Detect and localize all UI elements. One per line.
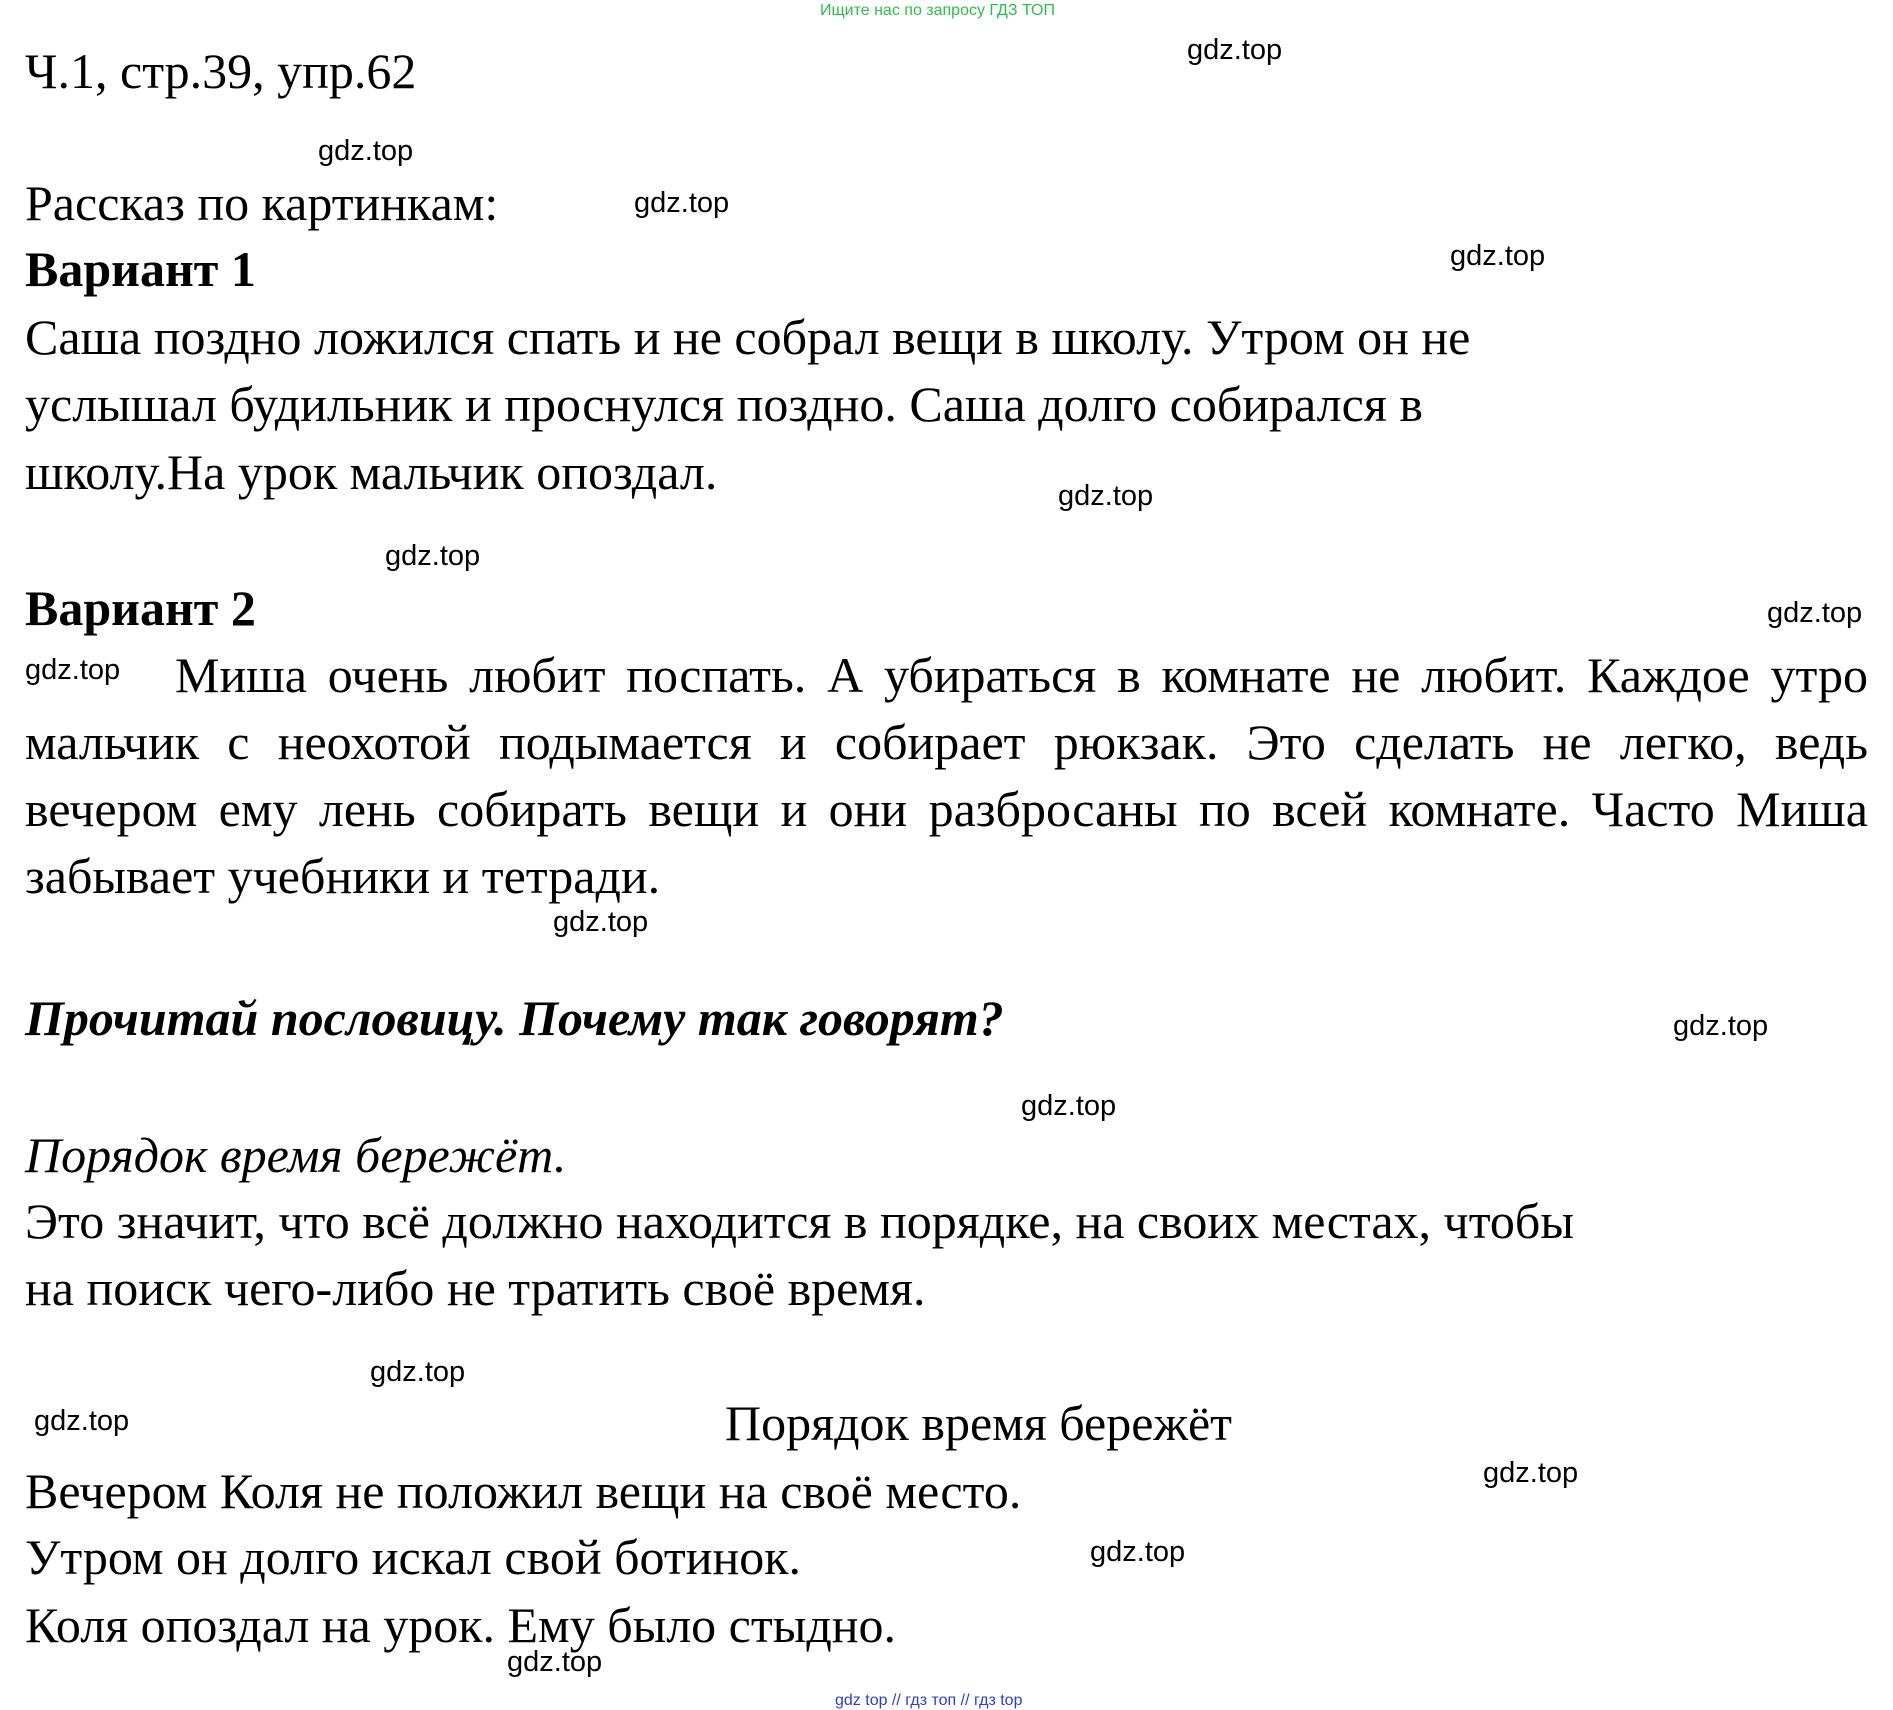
watermark: gdz.top — [1058, 480, 1154, 512]
proverb-explanation-line-1: Это значит, что всё должно находится в порядке, на своих местах, чтобы — [25, 1193, 1574, 1249]
story-intro: Рассказ по картинкам: — [25, 175, 499, 231]
watermark: gdz.top — [1187, 34, 1283, 66]
variant2-text: Миша очень любит поспать. А убираться в комнате не любит. Каждое утро мальчик с неохотой подымается и собирает рюкзак. Это сделать не легко, ведь вечером ему лень собирать вещи и они разбросаны по всей комнате. Часто Миша забывает учебники и тетради. — [25, 647, 1868, 904]
story-line-2: Утром он долго искал свой ботинок. — [25, 1529, 802, 1585]
watermark: gdz.top — [25, 654, 121, 686]
page-title: Ч.1, стр.39, упр.62 — [25, 43, 417, 99]
variant2-heading: Вариант 2 — [25, 580, 256, 636]
watermark: gdz.top — [553, 906, 649, 938]
watermark: gdz.top — [1673, 1010, 1769, 1042]
watermark: gdz.top — [1483, 1457, 1579, 1489]
watermark: gdz.top — [370, 1356, 466, 1388]
variant2-paragraph — [25, 642, 1868, 910]
watermark: gdz.top — [1090, 1536, 1186, 1568]
variant1-line-1: Саша поздно ложился спать и не собрал вещи в школу. Утром он не — [25, 309, 1471, 365]
story-line-3: Коля опоздал на урок. Ему было стыдно. — [25, 1597, 897, 1653]
top-banner[interactable]: Ищите нас по запросу ГДЗ ТОП — [820, 2, 1055, 19]
watermark: gdz.top — [385, 540, 481, 572]
watermark: gdz.top — [34, 1405, 130, 1437]
proverb-task: Прочитай пословицу. Почему так говорят? — [25, 990, 1004, 1046]
watermark: gdz.top — [318, 135, 414, 167]
story-line-1: Вечером Коля не положил вещи на своё место. — [25, 1463, 1022, 1519]
watermark: gdz.top — [1767, 597, 1863, 629]
proverb: Порядок время бережёт. — [25, 1127, 567, 1183]
watermark: gdz.top — [1021, 1090, 1117, 1122]
variant1-line-3: школу.На урок мальчик опоздал. — [25, 444, 718, 500]
watermark: gdz.top — [634, 187, 730, 219]
variant1-heading: Вариант 1 — [25, 241, 256, 297]
watermark: gdz.top — [507, 1646, 603, 1678]
bottom-banner[interactable]: gdz top // гдз топ // гдз top — [835, 1692, 1023, 1709]
variant1-line-2: услышал будильник и проснулся поздно. Саша долго собирался в — [25, 376, 1423, 432]
proverb-explanation-line-2: на поиск чего-либо не тратить своё время. — [25, 1260, 926, 1316]
watermark: gdz.top — [1450, 240, 1546, 272]
story-title: Порядок время бережёт — [725, 1395, 1233, 1451]
